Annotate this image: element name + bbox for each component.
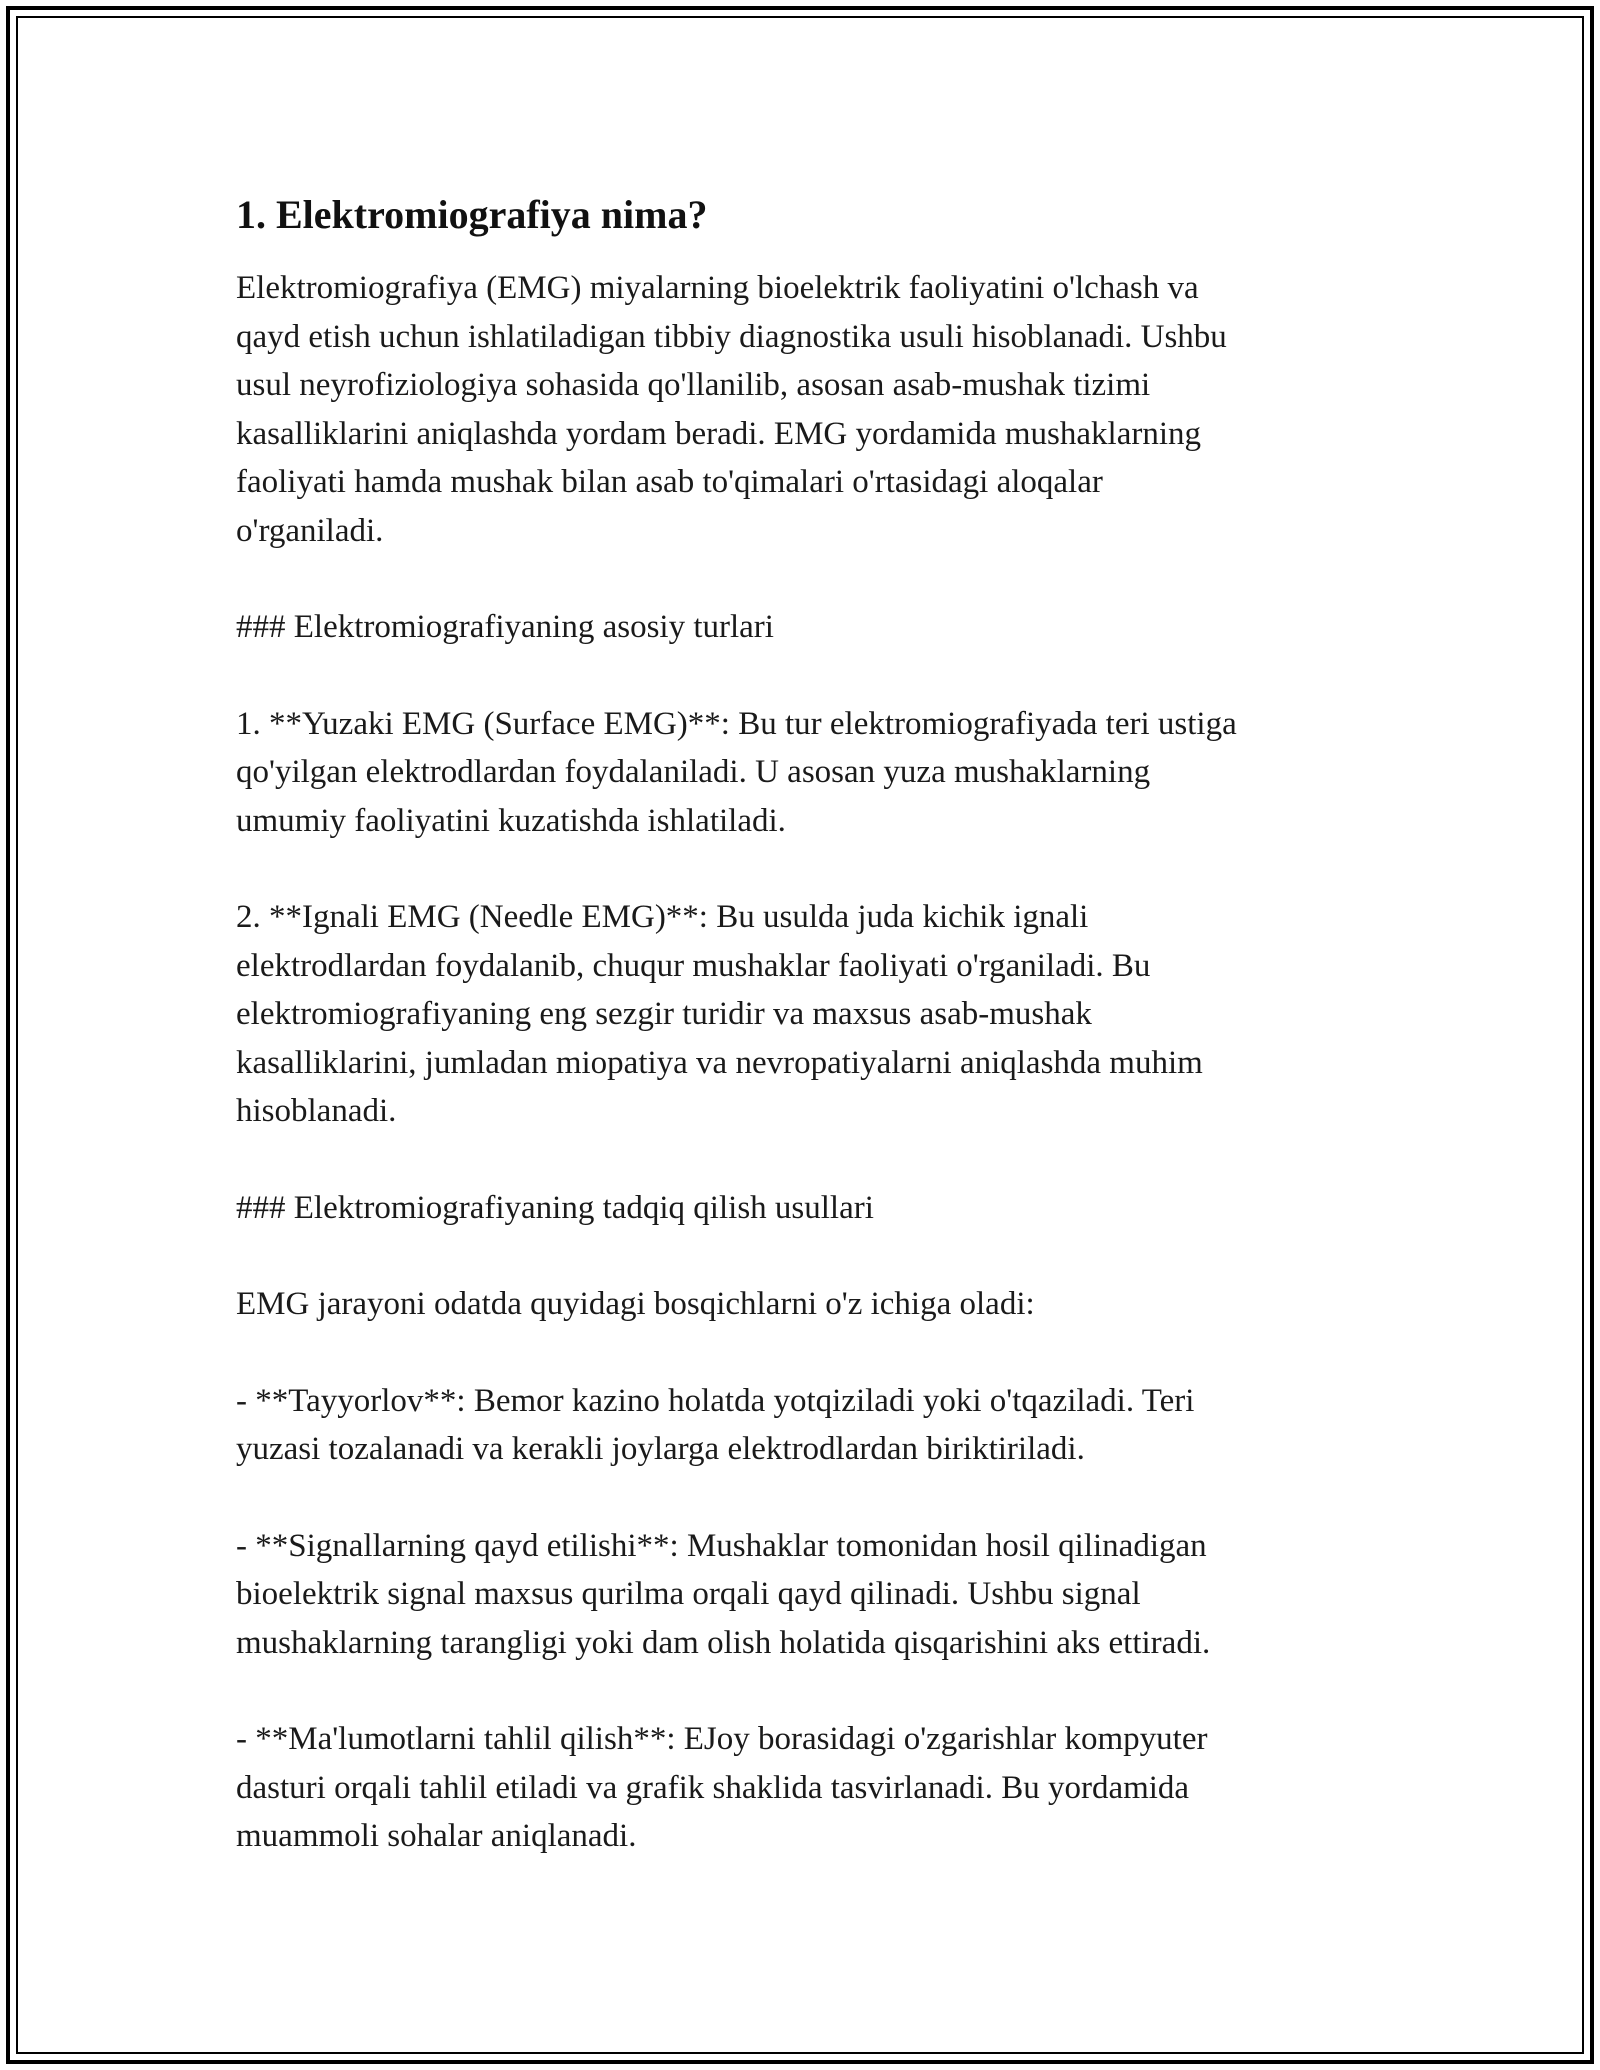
intro-paragraph: Elektromiografiya (EMG) miyalarning bioelektrik faoliyatini o'lchash va qayd etish uchun ishlatiladigan tibbiy diagnostika usuli hisoblanadi. Ushbu usul neyrofiziologiya sohasida qo'llanilib, asosan asab-mushak tizimi kasalliklarini aniqlashda yordam beradi. EMG yordamida mushaklarning faoliyati hamda mushak bilan asab to'qimalari o'rtasidagi aloqalar o'rganiladi. — [236, 270, 1227, 549]
document-title: 1. Elektromiografiya nima? — [236, 192, 708, 237]
document-body — [236, 190, 1366, 1909]
section-heading-types: ### Elektromiografiyaning asosiy turlari — [236, 609, 774, 645]
bullet-data-analysis: - **Ma'lumotlarni tahlil qilish**: EJoy borasidagi o'zgarishlar kompyuter dasturi orqali tahlil etiladi va grafik shaklida tasvirlanadi. Bu yordamida muammoli sohalar aniqlanadi. — [236, 1721, 1208, 1854]
section-heading-methods: ### Elektromiografiyaning tadqiq qilish usullari — [236, 1189, 874, 1226]
bullet-signal-recording: - **Signallarning qayd etilishi**: Mushaklar tomonidan hosil qilinadigan bioelektrik signal maxsus qurilma orqali qayd qilinadi. Ushbu signal mushaklarning tarangligi yoki dam olish holatida qisqarishini aks ettiradi. — [236, 1527, 1211, 1661]
methods-intro-paragraph: EMG jarayoni odatda quyidagi bosqichlarni o'z ichiga oladi: — [236, 1286, 1035, 1322]
list-item-surface-emg: 1. **Yuzaki EMG (Surface EMG)**: Bu tur elektromiografiyada teri ustiga qo'yilgan elektrodlardan foydalaniladi. U asosan yuza mushaklarning umumiy faoliyatini kuzatishda ishlatiladi. — [236, 705, 1237, 839]
list-item-needle-emg: 2. **Ignali EMG (Needle EMG)**: Bu usulda juda kichik ignali elektrodlardan foydalanib, chuqur mushaklar faoliyati o'rganiladi. Bu elektromiografiyaning eng sezgir turidir va maxsus asab-mushak kasalliklarini, jumladan miopatiya va nevropatiyalarni aniqlashda muhim hisoblanadi. — [236, 899, 1203, 1129]
bullet-preparation: - **Tayyorlov**: Bemor kazino holatda yotqiziladi yoki o'tqaziladi. Teri yuzasi tozalanadi va kerakli joylarga elektrodlardan biriktiriladi. — [236, 1382, 1195, 1467]
